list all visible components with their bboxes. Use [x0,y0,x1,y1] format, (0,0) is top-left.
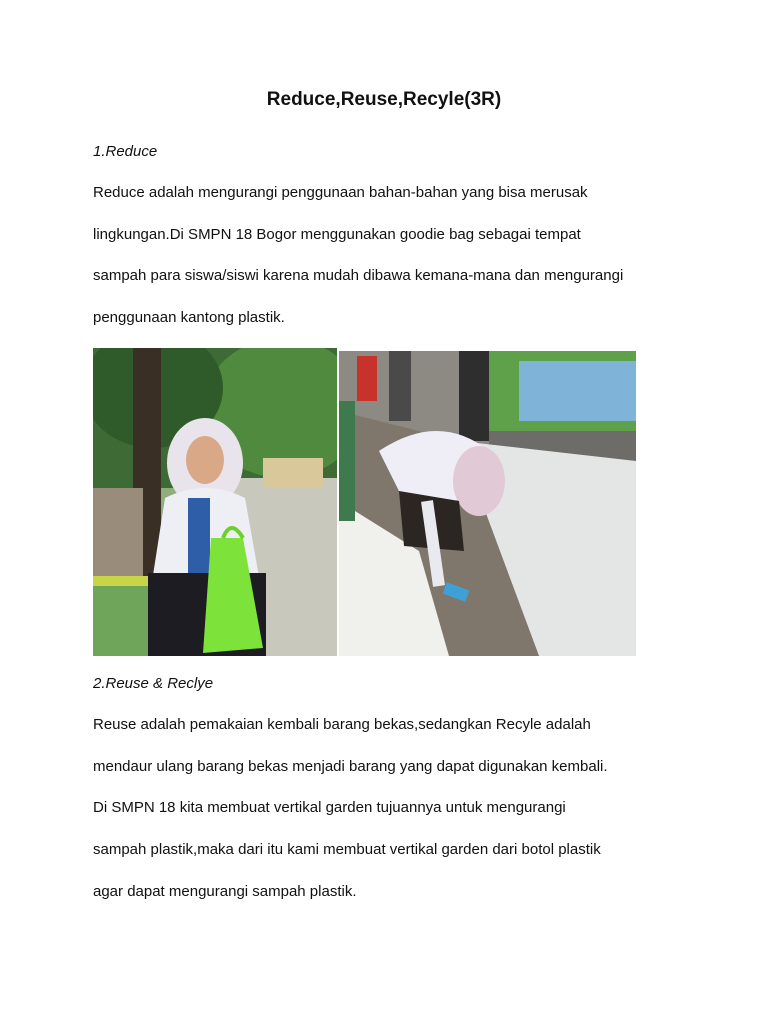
section-heading-reduce: 1.Reduce [93,143,158,160]
paragraph-line: agar dapat mengurangi sampah plastik. [93,883,357,900]
photo-student-goodie-bag [93,348,337,656]
paragraph-line: sampah para siswa/siswi karena mudah dibawa kemana-mana dan mengurangi [93,267,624,284]
paragraph-line: lingkungan.Di SMPN 18 Bogor menggunakan goodie bag sebagai tempat [93,226,581,243]
document-title: Reduce,Reuse,Recyle(3R) [266,89,502,110]
section-heading-reuse-recycle: 2.Reuse & Reclye [93,675,214,692]
photo-student-picking-trash [339,351,636,656]
paragraph-line: sampah plastik,maka dari itu kami membuat vertikal garden dari botol plastik [93,841,601,858]
paragraph-line: Reduce adalah mengurangi penggunaan bahan-bahan yang bisa merusak [93,184,588,201]
paragraph-line: Di SMPN 18 kita membuat vertikal garden tujuannya untuk mengurangi [93,799,566,816]
paragraph-line: penggunaan kantong plastik. [93,309,285,326]
paragraph-line: mendaur ulang barang bekas menjadi barang yang dapat digunakan kembali. [93,758,608,775]
paragraph-line: Reuse adalah pemakaian kembali barang bekas,sedangkan Recyle adalah [93,716,591,733]
